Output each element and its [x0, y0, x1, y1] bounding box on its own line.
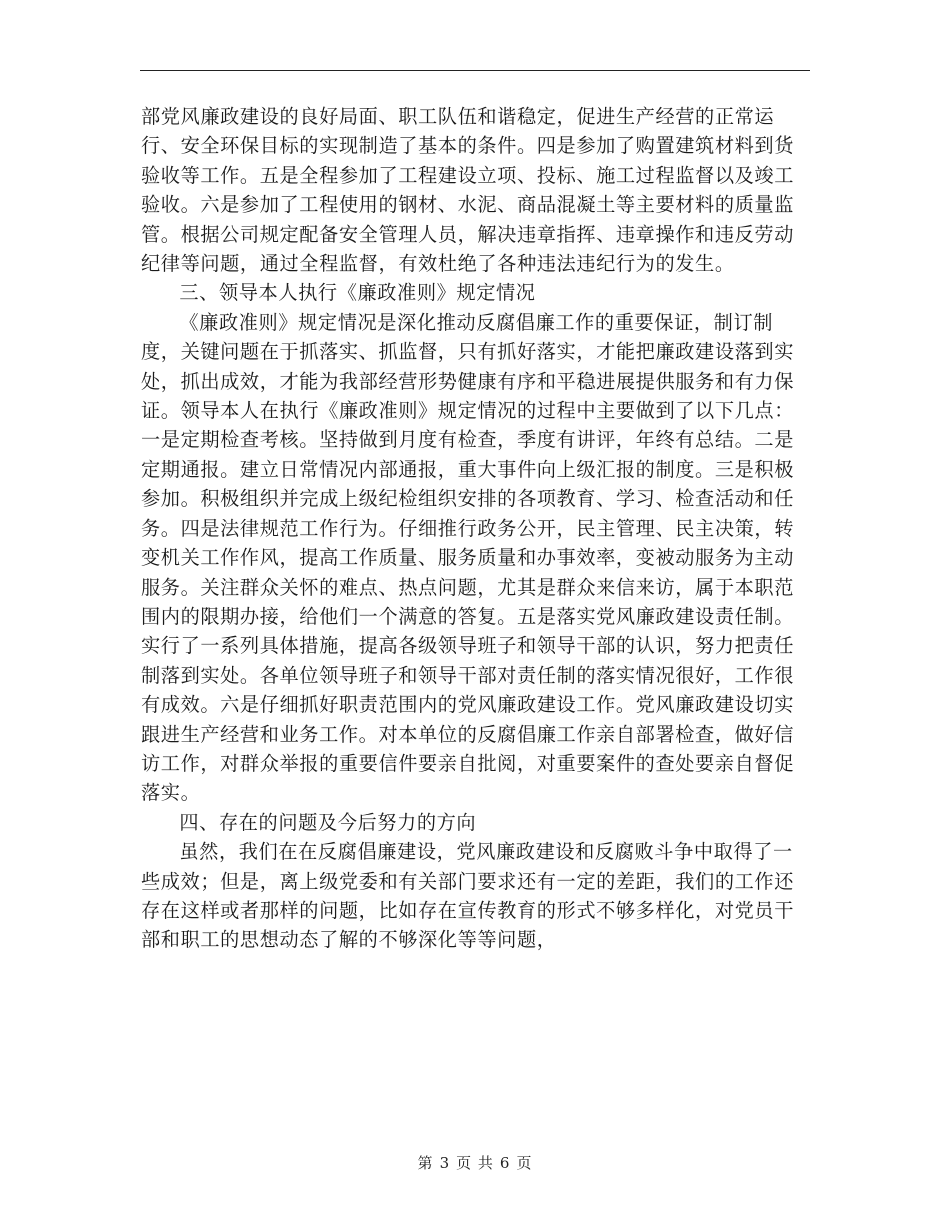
header-rule	[140, 70, 810, 71]
footer-suffix: 页	[516, 1154, 533, 1172]
paragraph-integrity-rules: 《廉政准则》规定情况是深化推动反腐倡廉工作的重要保证，制订制度，关键问题在于抓落实、抓监督，只有抓好落实，才能把廉政建设落到实处，抓出成效，才能为我部经营形势健康有序和平稳进展提供服务和有力保证。领导本人在执行《廉政准则》规定情况的过程中主要做到了以下几点：一是定期检查考核。坚持做到月度有检查，季度有讲评，年终有总结。二是定期通报。建立日常情况内部通报，重大事件向上级汇报的制度。三是积极参加。积极组织并完成上级纪检组织安排的各项教育、学习、检查活动和任务。四是法律规范工作行为。仔细推行政务公开，民主管理、民主决策，转变机关工作作风，提高工作质量、服务质量和办事效率，变被动服务为主动服务。关注群众关怀的难点、热点问题，尤其是群众来信来访，属于本职范围内的限期办接，给他们一个满意的答复。五是落实党风廉政建设责任制。实行了一系列具体措施，提高各级领导班子和领导干部的认识，努力把责任制落到实处。各单位领导班子和领导干部对责任制的落实情况很好，工作很有成效。六是仔细抓好职责范围内的党风廉政建设工作。党风廉政建设切实跟进生产经营和业务工作。对本单位的反腐倡廉工作亲自部署检查，做好信访工作，对群众举报的重要信件要亲自批阅，对重要案件的查处要亲自督促落实。	[141, 310, 794, 805]
section-heading-3: 三、领导本人执行《廉政准则》规定情况	[179, 281, 536, 305]
document-body	[141, 102, 811, 955]
footer-middle: 页 共	[456, 1154, 494, 1172]
paragraph-problems: 虽然，我们在在反腐倡廉建设，党风廉政建设和反腐败斗争中取得了一些成效；但是，离上级党委和有关部门要求还有一定的差距，我们的工作还存在这样或者那样的问题，比如存在宣传教育的形式不够多样化，对党员干部和职工的思想动态了解的不够深化等等问题，	[141, 840, 794, 952]
paragraph-continuation: 部党风廉政建设的良好局面、职工队伍和谐稳定，促进生产经营的正常运行、安全环保目标的实现制造了基本的条件。四是参加了购置建筑材料到货验收等工作。五是全程参加了工程建设立项、投标、施工过程监督以及竣工验收。六是参加了工程使用的钢材、水泥、商品混凝土等主要材料的质量监管。根据公司规定配备安全管理人员，解决违章指挥、违章操作和违反劳动纪律等问题，通过全程监督，有效杜绝了各种违法违纪行为的发生。	[141, 105, 794, 276]
section-heading-4: 四、存在的问题及今后努力的方向	[179, 810, 477, 834]
page-footer	[0, 1152, 950, 1173]
footer-total-pages: 6	[499, 1154, 511, 1172]
footer-page-number: 3	[439, 1154, 451, 1172]
footer-prefix: 第	[417, 1154, 434, 1172]
